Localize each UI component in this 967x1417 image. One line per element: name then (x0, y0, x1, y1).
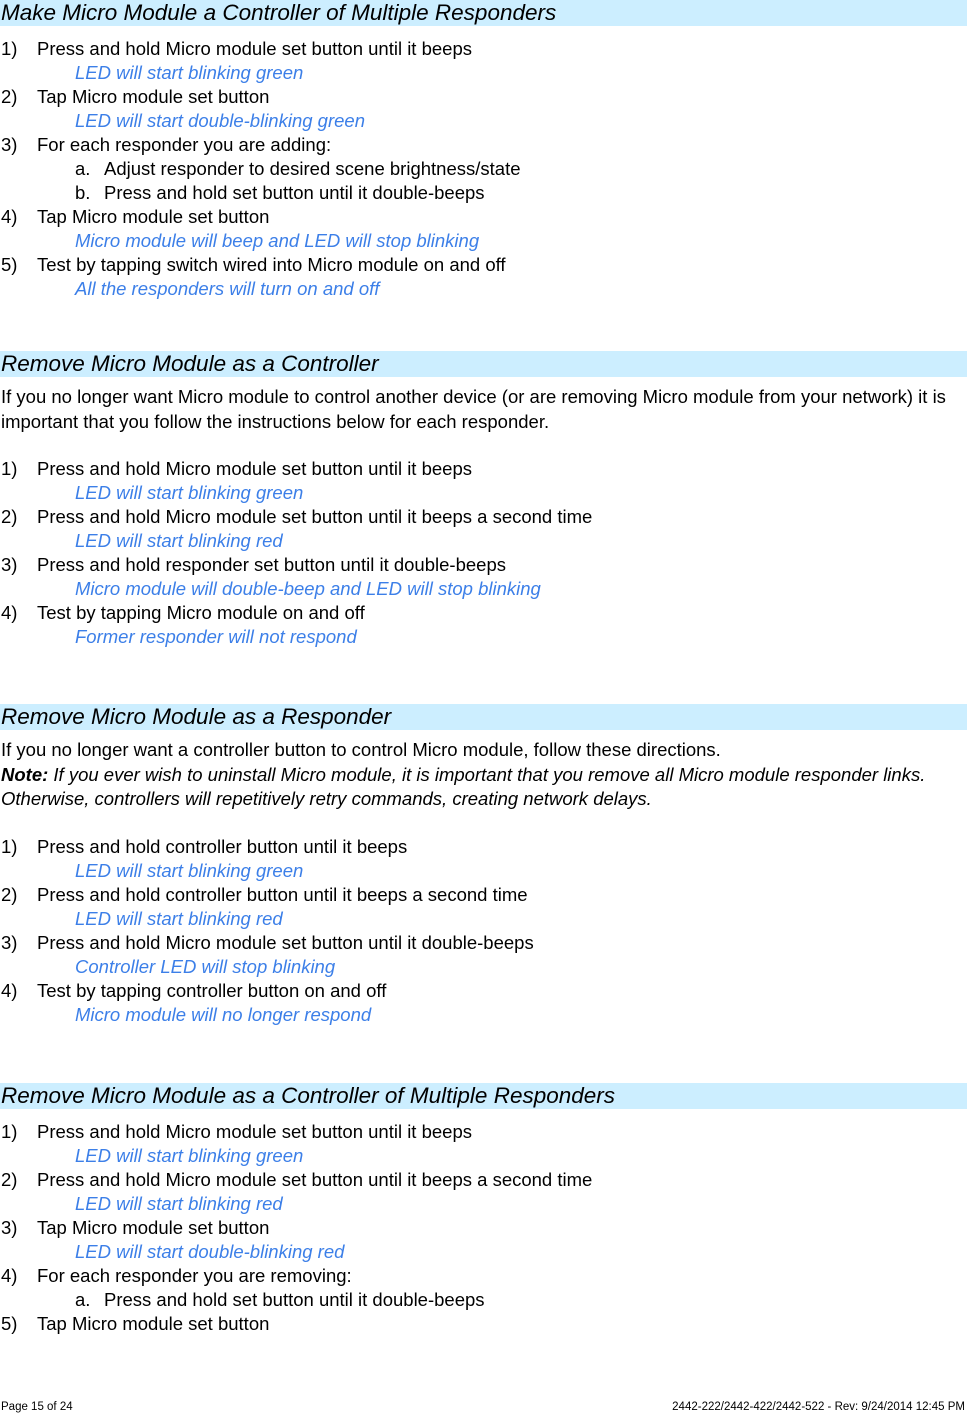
step (0, 835, 967, 859)
step-text: For each responder you are adding: (37, 134, 332, 155)
step-text: Tap Micro module set button (37, 1313, 270, 1334)
step-text: Test by tapping Micro module on and off (37, 602, 365, 623)
step-text: Press and hold responder set button until it double-beeps (37, 554, 506, 575)
note-label: Note: (1, 763, 49, 785)
sub-step-letter: a. (75, 1289, 91, 1310)
steps-list (0, 835, 967, 1027)
step (0, 1264, 967, 1288)
step-number: 3) (1, 554, 18, 575)
step-number: 5) (1, 254, 18, 275)
step-result: Micro module will no longer respond (75, 1003, 372, 1025)
step (0, 133, 967, 157)
sub-step-text: Press and hold set button until it double-beeps (104, 182, 485, 203)
step-text: For each responder you are removing: (37, 1265, 352, 1286)
steps-list (0, 37, 967, 301)
step-result: LED will start blinking green (75, 859, 304, 881)
step-text: Press and hold Micro module set button until it double-beeps (37, 931, 534, 953)
section-intro: If you no longer want Micro module to control another device (or are removing Micro module from your network) it is important that you follow the instructions below for each responder. (1, 386, 946, 432)
step-text: Tap Micro module set button (37, 86, 270, 107)
step-result: Micro module will beep and LED will stop blinking (75, 230, 480, 251)
step-number: 4) (1, 1265, 18, 1286)
section-remove-responder (0, 704, 967, 1027)
step (0, 205, 967, 229)
step (0, 37, 967, 61)
step-text: Press and hold Micro module set button until it beeps (37, 458, 472, 479)
step-result: LED will start blinking red (75, 530, 283, 551)
step-number: 1) (1, 835, 18, 857)
step-result: Controller LED will stop blinking (75, 955, 336, 977)
step-number: 2) (1, 506, 18, 527)
step-result: LED will start blinking green (75, 482, 304, 503)
step (0, 1216, 967, 1240)
step (0, 1312, 967, 1336)
step (0, 253, 967, 277)
step-number: 5) (1, 1313, 18, 1334)
step-text: Press and hold Micro module set button until it beeps (37, 1121, 472, 1142)
sub-step (0, 181, 967, 205)
section-remove-controller (0, 351, 967, 649)
section-intro: If you no longer want a controller button to control Micro module, follow these directions. (1, 739, 721, 760)
section-heading: Remove Micro Module as a Controller of Multiple Responders (0, 1083, 967, 1109)
sub-step-letter: a. (75, 158, 91, 179)
sub-step-text: Adjust responder to desired scene brightness/state (104, 158, 521, 179)
step-result: LED will start blinking red (75, 907, 283, 929)
step-text: Press and hold Micro module set button until it beeps a second time (37, 506, 593, 527)
step (0, 505, 967, 529)
section-make-controller-multiple (0, 0, 967, 301)
step (0, 601, 967, 625)
note-paragraph (0, 763, 967, 812)
step-text: Test by tapping controller button on and off (37, 979, 387, 1001)
step (0, 979, 967, 1003)
sub-step-text: Press and hold set button until it double-beeps (104, 1289, 485, 1310)
step-number: 1) (1, 458, 18, 479)
step-number: 2) (1, 1169, 18, 1190)
section-heading: Remove Micro Module as a Responder (0, 704, 967, 730)
section-remove-controller-multiple (0, 1083, 967, 1336)
step-text: Tap Micro module set button (37, 1217, 270, 1238)
page-footer (0, 1399, 965, 1415)
step-result: Micro module will double-beep and LED will stop blinking (75, 578, 541, 599)
step-number: 2) (1, 86, 18, 107)
step (0, 1120, 967, 1144)
step-text: Press and hold controller button until it beeps a second time (37, 883, 528, 905)
step-result: LED will start double-blinking green (75, 110, 365, 131)
step-result: Former responder will not respond (75, 626, 357, 647)
step-number: 4) (1, 979, 18, 1001)
step-text: Test by tapping switch wired into Micro module on and off (37, 254, 506, 275)
step (0, 1168, 967, 1192)
step-number: 4) (1, 602, 18, 623)
step (0, 457, 967, 481)
step-result: LED will start blinking red (75, 1193, 283, 1214)
step-number: 3) (1, 931, 18, 953)
step (0, 931, 967, 955)
step-result: LED will start blinking green (75, 1145, 304, 1166)
step-text: Press and hold Micro module set button until it beeps (37, 38, 472, 59)
sub-step (0, 157, 967, 181)
step-result: All the responders will turn on and off (75, 278, 380, 299)
section-heading: Remove Micro Module as a Controller (0, 351, 967, 377)
steps-list (0, 457, 967, 649)
step (0, 883, 967, 907)
step-number: 2) (1, 883, 18, 905)
step-text: Press and hold controller button until it beeps (37, 835, 408, 857)
sub-step-letter: b. (75, 182, 91, 203)
step-text: Tap Micro module set button (37, 206, 270, 227)
step-number: 4) (1, 206, 18, 227)
sub-step (0, 1288, 967, 1312)
step-number: 1) (1, 1121, 18, 1142)
steps-list (0, 1120, 967, 1336)
document-revision: 2442-222/2442-422/2442-522 - Rev: 9/24/2014 12:45 PM (672, 1401, 965, 1413)
step-result: LED will start blinking green (75, 62, 304, 83)
step-number: 3) (1, 134, 18, 155)
step-number: 1) (1, 38, 18, 59)
step-text: Press and hold Micro module set button until it beeps a second time (37, 1169, 593, 1190)
note-text: If you ever wish to uninstall Micro module, it is important that you remove all Micro module responder links. Otherwise, controllers will repetitively retry commands, creating network delays. (1, 763, 926, 809)
step (0, 553, 967, 577)
step-result: LED will start double-blinking red (75, 1241, 345, 1262)
page-number: Page 15 of 24 (1, 1401, 73, 1413)
step (0, 85, 967, 109)
section-heading: Make Micro Module a Controller of Multiple Responders (0, 0, 967, 26)
step-number: 3) (1, 1217, 18, 1238)
